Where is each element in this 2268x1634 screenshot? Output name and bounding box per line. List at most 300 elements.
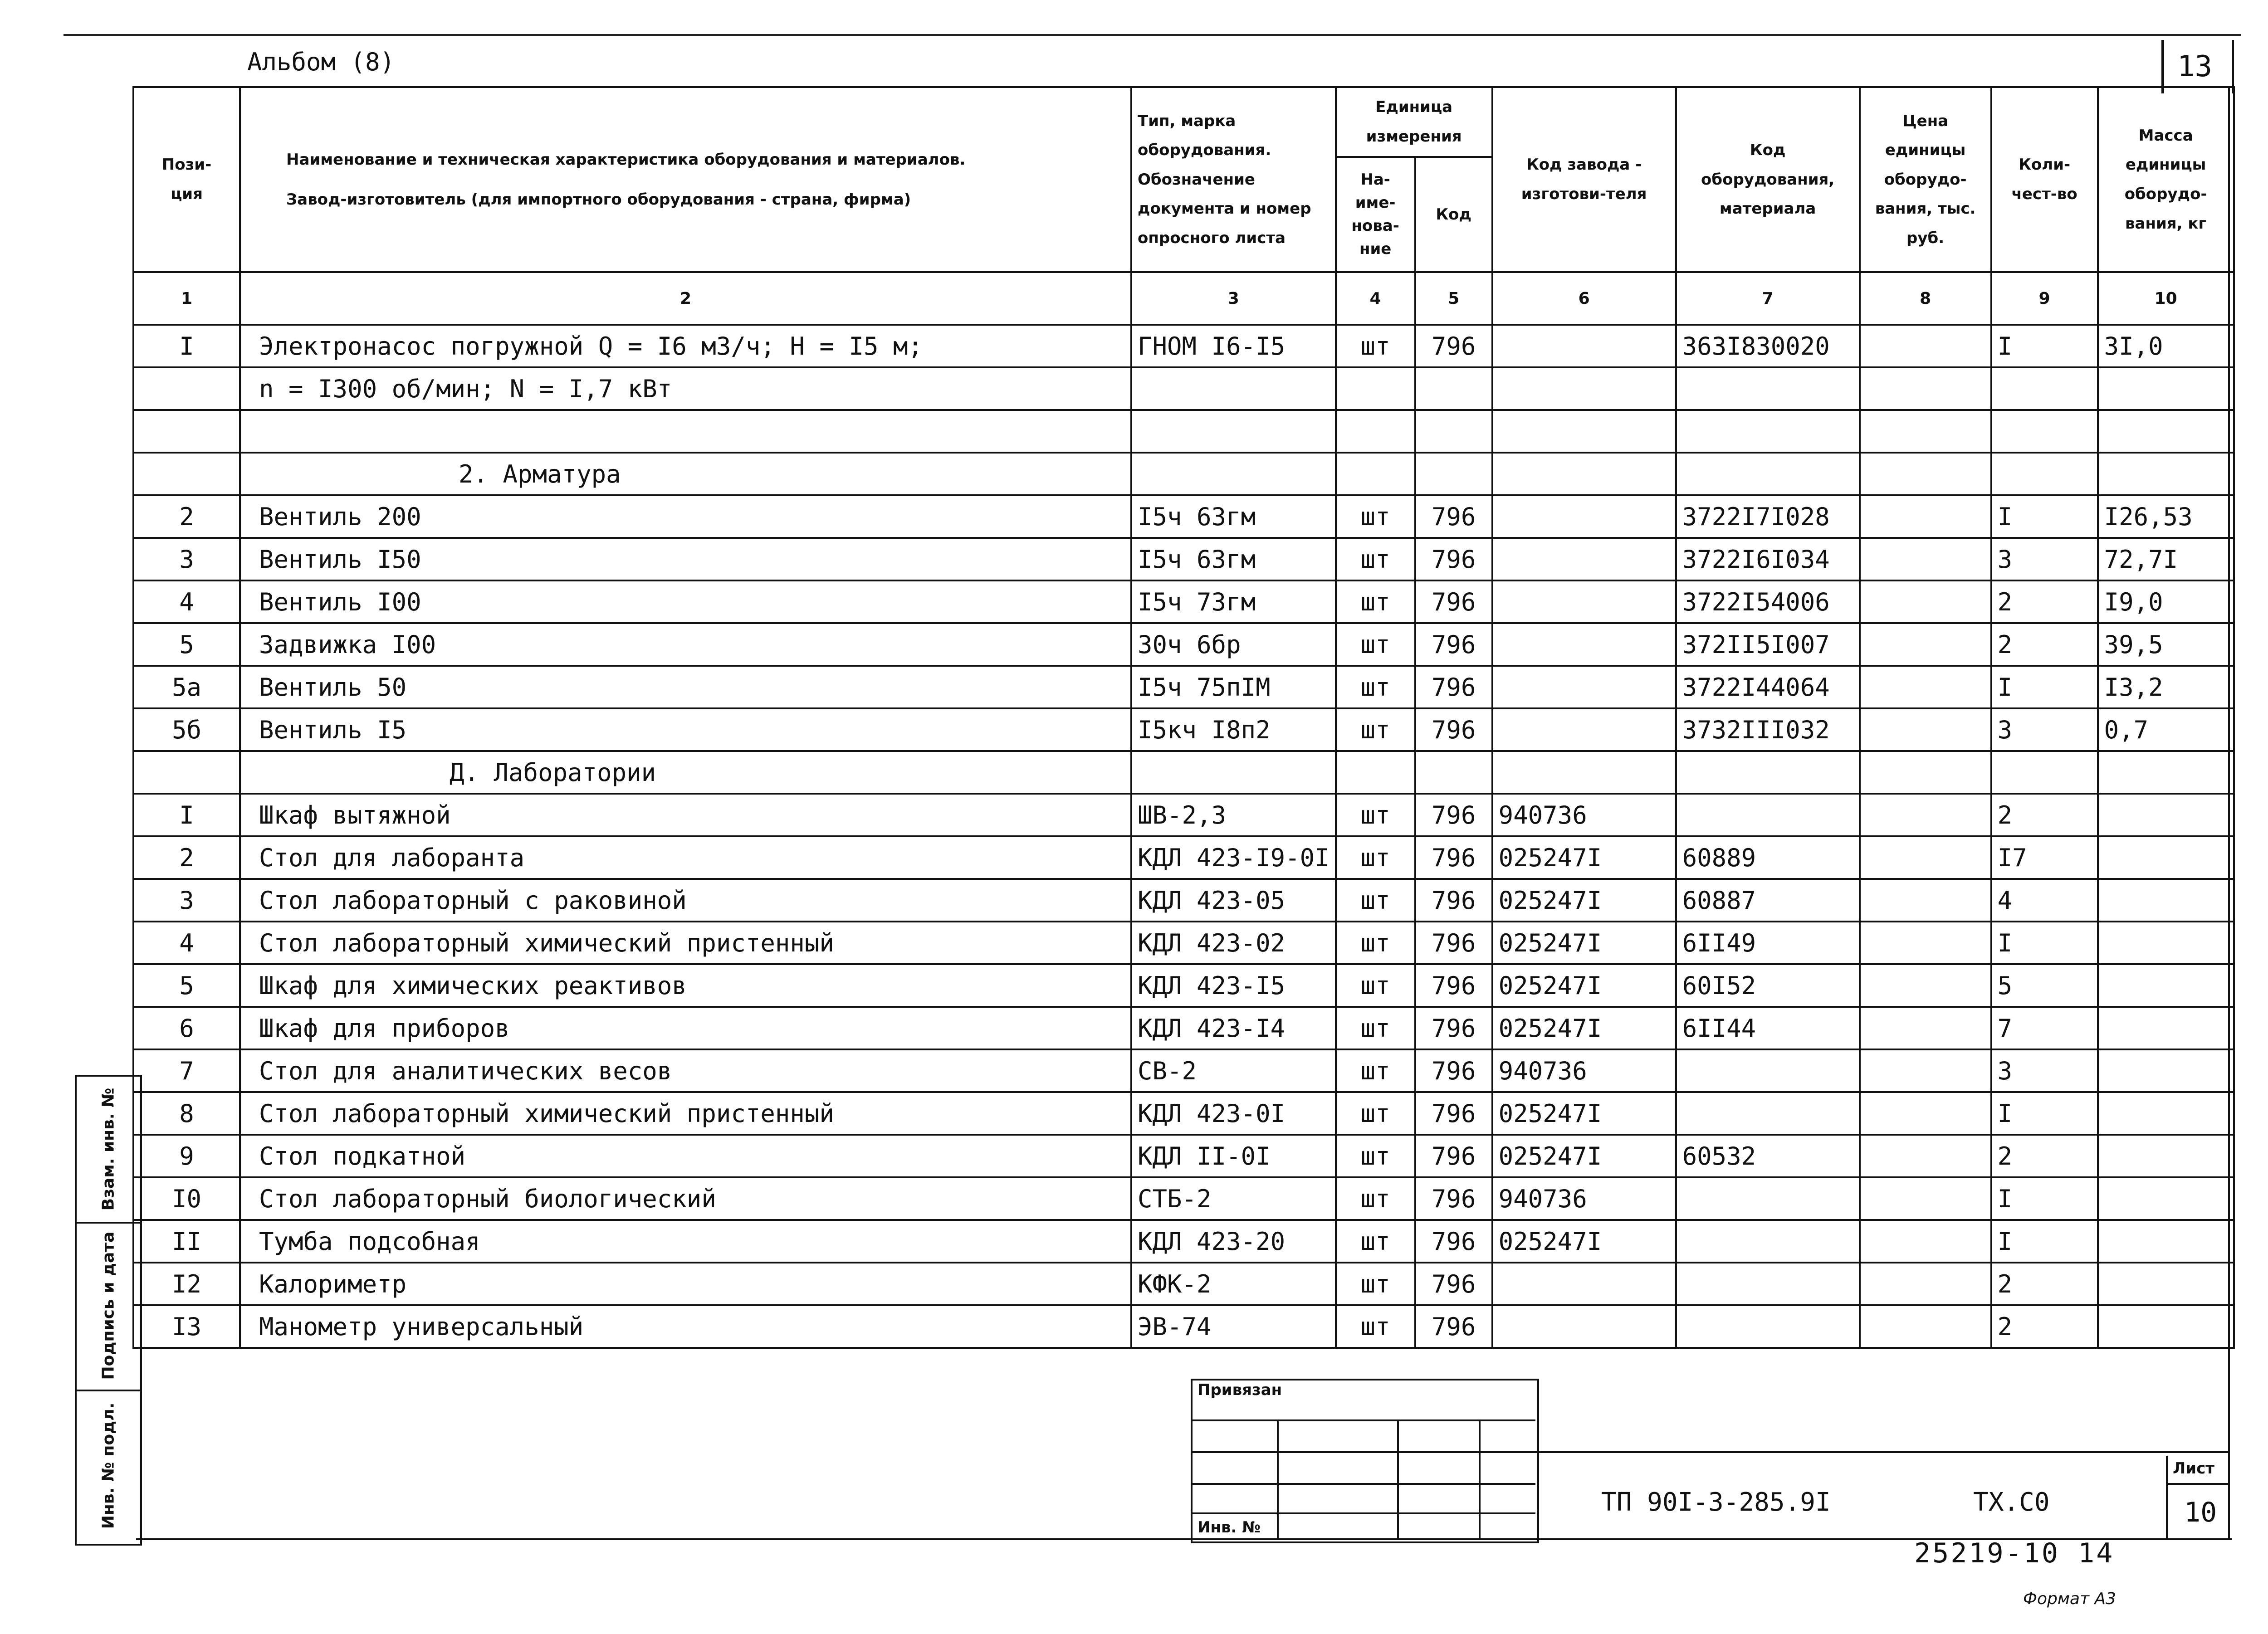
specification-table (132, 86, 2235, 1349)
table-row (133, 964, 2234, 1007)
mass-cell (2098, 453, 2234, 495)
col-equip-code-header: Код оборудования, материала (1676, 87, 1860, 272)
type-cell: КФК-2 (1131, 1263, 1336, 1305)
maker-code-cell (1492, 495, 1676, 538)
title-rule (1191, 1451, 2229, 1453)
maker-code-cell (1492, 751, 1676, 794)
type-cell: ГНОМ I6-I5 (1131, 325, 1336, 367)
equip-code-cell: 60532 (1676, 1135, 1860, 1177)
price-cell (1860, 1263, 1991, 1305)
equip-code-cell: 6II49 (1676, 922, 1860, 964)
col-unit-group-header: Единица измерения (1336, 87, 1492, 157)
position-cell: 7 (133, 1049, 240, 1092)
equip-code-cell (1676, 1305, 1860, 1348)
signature-date-cell (77, 1222, 140, 1391)
replacement-inv-cell (77, 1077, 140, 1224)
unit-cell: шт (1336, 1177, 1415, 1220)
price-cell (1860, 1135, 1991, 1177)
mass-cell: I3,2 (2098, 666, 2234, 708)
qty-cell: 2 (1991, 1305, 2098, 1348)
unit-code-cell: 796 (1415, 623, 1492, 666)
type-cell: 30ч 6бр (1131, 623, 1336, 666)
binding-label: Привязан (1198, 1381, 1282, 1399)
qty-cell (1991, 453, 2098, 495)
binding-col-rule (1479, 1421, 1481, 1540)
price-cell (1860, 708, 1991, 751)
maker-code-cell: 940736 (1492, 1049, 1676, 1092)
unit-cell: шт (1336, 666, 1415, 708)
table-row (133, 1135, 2234, 1177)
mass-cell (2098, 922, 2234, 964)
mass-cell: 39,5 (2098, 623, 2234, 666)
replacement-inv-label: Взам. инв. № (99, 1088, 118, 1211)
unit-cell (1336, 751, 1415, 794)
maker-code-cell: 025247I (1492, 1135, 1676, 1177)
maker-code-cell (1492, 666, 1676, 708)
position-cell: I (133, 794, 240, 836)
type-cell (1131, 453, 1336, 495)
price-cell (1860, 1007, 1991, 1049)
position-cell: 4 (133, 922, 240, 964)
document-mark: ТХ.С0 (1973, 1488, 2050, 1517)
col-number: 8 (1860, 272, 1991, 325)
unit-cell: шт (1336, 708, 1415, 751)
table-row (133, 580, 2234, 623)
table-row (133, 495, 2234, 538)
maker-code-cell: 025247I (1492, 1092, 1676, 1135)
qty-cell: I7 (1991, 836, 2098, 879)
maker-code-cell (1492, 410, 1676, 453)
binding-col-rule (1397, 1421, 1399, 1540)
price-cell (1860, 964, 1991, 1007)
table-row (133, 538, 2234, 580)
table-row (133, 836, 2234, 879)
qty-cell: I (1991, 495, 2098, 538)
name-cell: Задвижка I00 (240, 623, 1131, 666)
col-number: 3 (1131, 272, 1336, 325)
unit-cell: шт (1336, 964, 1415, 1007)
unit-code-cell: 796 (1415, 580, 1492, 623)
mass-cell: 72,7I (2098, 538, 2234, 580)
position-cell (133, 453, 240, 495)
mass-cell: I9,0 (2098, 580, 2234, 623)
mass-cell (2098, 1220, 2234, 1263)
binding-col-rule (1277, 1421, 1279, 1540)
unit-cell: шт (1336, 495, 1415, 538)
type-cell: КДЛ 423-02 (1131, 922, 1336, 964)
archive-number: 25219-10 14 (1914, 1537, 2115, 1569)
mass-cell (2098, 1263, 2234, 1305)
equip-code-cell (1676, 751, 1860, 794)
unit-cell: шт (1336, 1135, 1415, 1177)
price-cell (1860, 623, 1991, 666)
maker-code-cell: 025247I (1492, 836, 1676, 879)
qty-cell (1991, 410, 2098, 453)
qty-cell: I (1991, 1092, 2098, 1135)
position-cell: 4 (133, 580, 240, 623)
qty-cell: 2 (1991, 794, 2098, 836)
position-cell: 5 (133, 623, 240, 666)
price-cell (1860, 1049, 1991, 1092)
format-label: Формат А3 (2023, 1590, 2116, 1608)
maker-code-cell: 025247I (1492, 1220, 1676, 1263)
type-cell: ШВ-2,3 (1131, 794, 1336, 836)
price-cell (1860, 751, 1991, 794)
side-stamp (75, 1075, 142, 1546)
price-cell (1860, 836, 1991, 879)
name-cell: Стол лабораторный с раковиной (240, 879, 1131, 922)
maker-code-cell (1492, 1263, 1676, 1305)
unit-cell (1336, 453, 1415, 495)
position-cell: I0 (133, 1177, 240, 1220)
unit-code-cell: 796 (1415, 1135, 1492, 1177)
table-row (133, 879, 2234, 922)
maker-code-cell (1492, 367, 1676, 410)
section-row (133, 453, 2234, 495)
sheet-number: 10 (2184, 1497, 2217, 1528)
col-type-header: Тип, марка оборудования. Обозначение документа и номер опросного листа (1131, 87, 1336, 272)
qty-cell: I (1991, 1220, 2098, 1263)
position-cell (133, 410, 240, 453)
mass-cell (2098, 794, 2234, 836)
unit-code-cell: 796 (1415, 325, 1492, 367)
unit-code-cell (1415, 751, 1492, 794)
position-cell: 8 (133, 1092, 240, 1135)
unit-code-cell: 796 (1415, 1220, 1492, 1263)
position-cell: 5а (133, 666, 240, 708)
unit-code-cell: 796 (1415, 922, 1492, 964)
table-row (133, 794, 2234, 836)
equip-code-cell (1676, 1177, 1860, 1220)
type-cell: I5кч I8п2 (1131, 708, 1336, 751)
type-cell: СВ-2 (1131, 1049, 1336, 1092)
mass-cell: I26,53 (2098, 495, 2234, 538)
position-cell: I2 (133, 1263, 240, 1305)
price-cell (1860, 410, 1991, 453)
qty-cell: 5 (1991, 964, 2098, 1007)
name-cell: Стол для аналитических весов (240, 1049, 1131, 1092)
mass-cell (2098, 1305, 2234, 1348)
col-number: 4 (1336, 272, 1415, 325)
name-cell: Стол подкатной (240, 1135, 1131, 1177)
unit-cell: шт (1336, 879, 1415, 922)
position-cell: II (133, 1220, 240, 1263)
maker-code-cell: 025247I (1492, 964, 1676, 1007)
position-cell: 2 (133, 495, 240, 538)
type-cell: КДЛ 423-I9-0I (1131, 836, 1336, 879)
price-cell (1860, 538, 1991, 580)
position-cell: 5 (133, 964, 240, 1007)
qty-cell: 3 (1991, 1049, 2098, 1092)
name-cell: Тумба подсобная (240, 1220, 1131, 1263)
type-cell: I5ч 63гм (1131, 538, 1336, 580)
unit-cell (1336, 367, 1415, 410)
position-cell: 6 (133, 1007, 240, 1049)
type-cell: КДЛ 423-20 (1131, 1220, 1336, 1263)
original-inv-label: Инв. № подл. (99, 1402, 118, 1529)
col-name-header: Наименование и техническая характеристика оборудования и материалов. Завод-изготовитель (для импортного оборудования - страна, фирма) (240, 87, 1131, 272)
unit-cell: шт (1336, 1220, 1415, 1263)
type-cell: КДЛ 423-I4 (1131, 1007, 1336, 1049)
unit-code-cell: 796 (1415, 708, 1492, 751)
unit-code-cell: 796 (1415, 1263, 1492, 1305)
equip-code-cell (1676, 1049, 1860, 1092)
position-cell: 5б (133, 708, 240, 751)
qty-cell: I (1991, 325, 2098, 367)
maker-code-cell: 025247I (1492, 879, 1676, 922)
name-cell: Вентиль I00 (240, 580, 1131, 623)
unit-code-cell: 796 (1415, 538, 1492, 580)
price-cell (1860, 453, 1991, 495)
mass-cell (2098, 836, 2234, 879)
equip-code-cell: 60887 (1676, 879, 1860, 922)
top-frame-line (64, 34, 2241, 36)
qty-cell: I (1991, 666, 2098, 708)
maker-code-cell: 025247I (1492, 1007, 1676, 1049)
maker-code-cell: 940736 (1492, 1177, 1676, 1220)
price-cell (1860, 1092, 1991, 1135)
name-cell: Вентиль I5 (240, 708, 1131, 751)
unit-cell: шт (1336, 538, 1415, 580)
unit-code-cell: 796 (1415, 1007, 1492, 1049)
price-cell (1860, 879, 1991, 922)
table-row (133, 1263, 2234, 1305)
name-cell: Шкаф для химических реактивов (240, 964, 1131, 1007)
table-row (133, 325, 2234, 367)
price-cell (1860, 580, 1991, 623)
original-inv-cell (77, 1390, 140, 1542)
mass-cell (2098, 751, 2234, 794)
name-cell (240, 410, 1131, 453)
maker-code-cell (1492, 623, 1676, 666)
unit-cell: шт (1336, 1263, 1415, 1305)
position-cell: I3 (133, 1305, 240, 1348)
equip-code-cell (1676, 1263, 1860, 1305)
unit-cell: шт (1336, 794, 1415, 836)
type-cell: КДЛ II-0I (1131, 1135, 1336, 1177)
qty-cell: 7 (1991, 1007, 2098, 1049)
equip-code-cell: 3722I6I034 (1676, 538, 1860, 580)
mass-cell (2098, 1135, 2234, 1177)
mass-cell (2098, 1007, 2234, 1049)
price-cell (1860, 666, 1991, 708)
sheet-rule (2166, 1483, 2228, 1485)
type-cell (1131, 367, 1336, 410)
equip-code-cell: 3722I44064 (1676, 666, 1860, 708)
name-cell: Стол лабораторный химический пристенный (240, 922, 1131, 964)
equip-code-cell: 3722I54006 (1676, 580, 1860, 623)
unit-cell: шт (1336, 836, 1415, 879)
table-row (133, 1049, 2234, 1092)
unit-code-cell: 796 (1415, 495, 1492, 538)
unit-cell: шт (1336, 922, 1415, 964)
unit-cell: шт (1336, 1092, 1415, 1135)
equip-code-cell (1676, 367, 1860, 410)
maker-code-cell (1492, 453, 1676, 495)
table-row (133, 708, 2234, 751)
name-cell: 2. Арматура (240, 453, 1131, 495)
unit-cell: шт (1336, 580, 1415, 623)
table-row (133, 922, 2234, 964)
name-cell: Стол лабораторный биологический (240, 1177, 1131, 1220)
equip-code-cell: 372II5I007 (1676, 623, 1860, 666)
qty-cell (1991, 367, 2098, 410)
col-number: 6 (1492, 272, 1676, 325)
type-cell: I5ч 63гм (1131, 495, 1336, 538)
name-cell: Шкаф вытяжной (240, 794, 1131, 836)
qty-cell: I (1991, 922, 2098, 964)
col-unit-name-header: На-име-нова-ние (1336, 157, 1415, 272)
qty-cell: 3 (1991, 538, 2098, 580)
equip-code-cell (1676, 1092, 1860, 1135)
maker-code-cell (1492, 708, 1676, 751)
col-number: 7 (1676, 272, 1860, 325)
type-cell: КДЛ 423-I5 (1131, 964, 1336, 1007)
position-cell: 9 (133, 1135, 240, 1177)
page-number: 13 (2177, 50, 2213, 83)
unit-code-cell: 796 (1415, 1305, 1492, 1348)
price-cell (1860, 922, 1991, 964)
binding-rule (1191, 1419, 1535, 1421)
equip-code-cell: 3732III032 (1676, 708, 1860, 751)
maker-code-cell: 025247I (1492, 922, 1676, 964)
unit-code-cell: 796 (1415, 794, 1492, 836)
table-row (133, 1007, 2234, 1049)
col-number: 5 (1415, 272, 1492, 325)
mass-cell (2098, 1177, 2234, 1220)
unit-code-cell (1415, 410, 1492, 453)
type-cell: СТБ-2 (1131, 1177, 1336, 1220)
qty-cell: 2 (1991, 580, 2098, 623)
unit-cell: шт (1336, 623, 1415, 666)
unit-code-cell: 796 (1415, 1177, 1492, 1220)
name-cell: Шкаф для приборов (240, 1007, 1131, 1049)
album-label: Альбом (8) (247, 48, 395, 76)
qty-cell: 2 (1991, 1263, 2098, 1305)
maker-code-cell (1492, 538, 1676, 580)
unit-cell: шт (1336, 1007, 1415, 1049)
table-row (133, 1092, 2234, 1135)
table-row (133, 367, 2234, 410)
type-cell (1131, 410, 1336, 453)
unit-code-cell: 796 (1415, 1092, 1492, 1135)
maker-code-cell (1492, 1305, 1676, 1348)
col-position-header: Пози- ция (133, 87, 240, 272)
position-cell (133, 751, 240, 794)
maker-code-cell: 940736 (1492, 794, 1676, 836)
unit-code-cell (1415, 453, 1492, 495)
name-cell: Вентиль I50 (240, 538, 1131, 580)
table-row (133, 410, 2234, 453)
name-cell: Электронасос погружной Q = I6 м3/ч; H = I5 м; (240, 325, 1131, 367)
type-cell: КДЛ 423-05 (1131, 879, 1336, 922)
position-cell: 2 (133, 836, 240, 879)
unit-code-cell (1415, 367, 1492, 410)
qty-cell: 4 (1991, 879, 2098, 922)
unit-code-cell: 796 (1415, 666, 1492, 708)
sheet-label: Лист (2173, 1459, 2214, 1478)
equip-code-cell (1676, 794, 1860, 836)
name-cell: n = I300 об/мин; N = I,7 кВт (240, 367, 1131, 410)
type-cell: I5ч 75пIМ (1131, 666, 1336, 708)
unit-code-cell: 796 (1415, 879, 1492, 922)
qty-cell: 2 (1991, 623, 2098, 666)
price-cell (1860, 325, 1991, 367)
price-cell (1860, 794, 1991, 836)
col-number: 1 (133, 272, 240, 325)
name-cell: Манометр универсальный (240, 1305, 1131, 1348)
price-cell (1860, 495, 1991, 538)
col-maker-code-header: Код завода - изготови-теля (1492, 87, 1676, 272)
table-row (133, 666, 2234, 708)
name-cell: Д. Лаборатории (240, 751, 1131, 794)
col-qty-header: Коли-чест-во (1991, 87, 2098, 272)
position-cell (133, 367, 240, 410)
qty-cell: 3 (1991, 708, 2098, 751)
name-cell: Стол для лаборанта (240, 836, 1131, 879)
unit-cell: шт (1336, 1305, 1415, 1348)
name-cell: Вентиль 50 (240, 666, 1131, 708)
equip-code-cell (1676, 453, 1860, 495)
name-cell: Стол лабораторный химический пристенный (240, 1092, 1131, 1135)
qty-cell (1991, 751, 2098, 794)
equip-code-cell: 3722I7I028 (1676, 495, 1860, 538)
col-price-header: Цена единицы оборудо-вания, тыс. руб. (1860, 87, 1991, 272)
mass-cell: 0,7 (2098, 708, 2234, 751)
equip-code-cell (1676, 410, 1860, 453)
unit-code-cell: 796 (1415, 964, 1492, 1007)
equip-code-cell: 363I830020 (1676, 325, 1860, 367)
qty-cell: I (1991, 1177, 2098, 1220)
header-row-1 (133, 87, 2234, 157)
unit-cell: шт (1336, 1049, 1415, 1092)
table-row (133, 1220, 2234, 1263)
document-code: ТП 90I-3-285.9I (1601, 1488, 1831, 1517)
equip-code-cell: 6II44 (1676, 1007, 1860, 1049)
type-cell: I5ч 73гм (1131, 580, 1336, 623)
unit-code-cell: 796 (1415, 1049, 1492, 1092)
price-cell (1860, 1177, 1991, 1220)
unit-code-cell: 796 (1415, 836, 1492, 879)
name-cell: Калориметр (240, 1263, 1131, 1305)
price-cell (1860, 367, 1991, 410)
unit-cell: шт (1336, 325, 1415, 367)
binding-rule (1191, 1483, 1535, 1485)
maker-code-cell (1492, 580, 1676, 623)
col-number: 2 (240, 272, 1131, 325)
right-frame-line (2228, 86, 2230, 1540)
name-cell: Вентиль 200 (240, 495, 1131, 538)
type-cell: ЭВ-74 (1131, 1305, 1336, 1348)
price-cell (1860, 1220, 1991, 1263)
col-mass-header: Масса единицы оборудо-вания, кг (2098, 87, 2234, 272)
col-unit-code-header: Код (1415, 157, 1492, 272)
column-number-row (133, 272, 2234, 325)
table-row (133, 1177, 2234, 1220)
mass-cell (2098, 1092, 2234, 1135)
mass-cell (2098, 367, 2234, 410)
position-cell: 3 (133, 879, 240, 922)
equip-code-cell: 60889 (1676, 836, 1860, 879)
equip-code-cell: 60I52 (1676, 964, 1860, 1007)
mass-cell (2098, 964, 2234, 1007)
mass-cell (2098, 410, 2234, 453)
maker-code-cell (1492, 325, 1676, 367)
table-row (133, 1305, 2234, 1348)
table-row (133, 623, 2234, 666)
equip-code-cell (1676, 1220, 1860, 1263)
mass-cell: 3I,0 (2098, 325, 2234, 367)
